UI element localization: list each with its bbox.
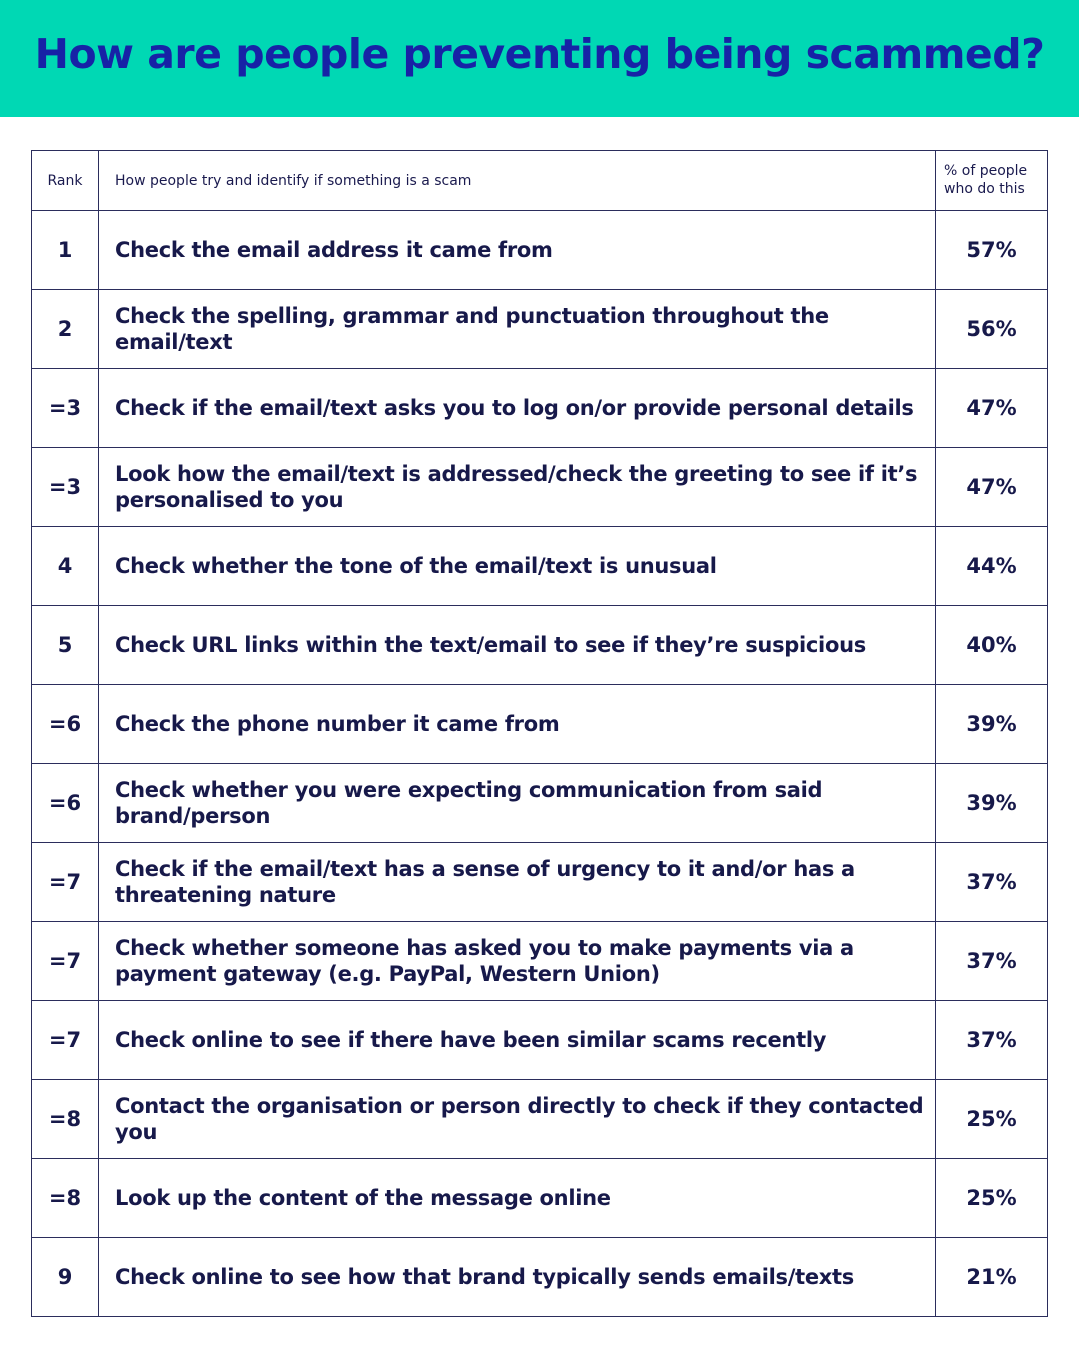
- table-row: [32, 685, 1048, 764]
- table-header-row: [32, 151, 1048, 211]
- row-rank: =6: [32, 685, 99, 764]
- row-rank: =7: [32, 843, 99, 922]
- row-rank: =8: [32, 1080, 99, 1159]
- row-method: Check the email address it came from: [99, 211, 936, 290]
- table-row: [32, 1080, 1048, 1159]
- row-rank: 2: [32, 290, 99, 369]
- row-rank: =7: [32, 922, 99, 1001]
- row-method: Check URL links within the text/email to see if they’re suspicious: [99, 606, 936, 685]
- table-row: [32, 290, 1048, 369]
- row-percent: 39%: [936, 685, 1048, 764]
- row-method: Check online to see how that brand typically sends emails/texts: [99, 1238, 936, 1317]
- table-row: [32, 606, 1048, 685]
- row-method: Check whether someone has asked you to make payments via a payment gateway (e.g. PayPal, Western Union): [99, 922, 936, 1001]
- row-method: Check whether the tone of the email/text is unusual: [99, 527, 936, 606]
- table-row: [32, 922, 1048, 1001]
- page-title: How are people preventing being scammed?: [34, 30, 1045, 78]
- row-percent: 25%: [936, 1159, 1048, 1238]
- header-percent-line1: % of people: [944, 163, 1028, 179]
- row-rank: 4: [32, 527, 99, 606]
- row-percent: 39%: [936, 764, 1048, 843]
- row-percent: 47%: [936, 448, 1048, 527]
- row-method: Check whether you were expecting communication from said brand/person: [99, 764, 936, 843]
- row-rank: 9: [32, 1238, 99, 1317]
- table-body: [32, 211, 1048, 1317]
- row-percent: 37%: [936, 843, 1048, 922]
- table-row: [32, 1238, 1048, 1317]
- row-rank: =8: [32, 1159, 99, 1238]
- header-percent: [936, 151, 1048, 211]
- row-percent: 37%: [936, 922, 1048, 1001]
- table-row: [32, 211, 1048, 290]
- header-rank: Rank: [32, 151, 99, 211]
- row-method: Contact the organisation or person directly to check if they contacted you: [99, 1080, 936, 1159]
- row-rank: 5: [32, 606, 99, 685]
- row-percent: 21%: [936, 1238, 1048, 1317]
- table-row: [32, 448, 1048, 527]
- row-percent: 47%: [936, 369, 1048, 448]
- row-method: Look how the email/text is addressed/check the greeting to see if it’s personalised to you: [99, 448, 936, 527]
- scam-prevention-table: [31, 150, 1048, 1317]
- row-method: Check online to see if there have been similar scams recently: [99, 1001, 936, 1080]
- table-row: [32, 369, 1048, 448]
- title-banner: [0, 0, 1079, 117]
- row-method: Check if the email/text asks you to log on/or provide personal details: [99, 369, 936, 448]
- table-row: [32, 843, 1048, 922]
- row-method: Check the phone number it came from: [99, 685, 936, 764]
- table-row: [32, 1001, 1048, 1080]
- row-method: Look up the content of the message online: [99, 1159, 936, 1238]
- table-row: [32, 764, 1048, 843]
- header-percent-line2: who do this: [944, 180, 1025, 197]
- row-percent: 37%: [936, 1001, 1048, 1080]
- row-rank: =3: [32, 369, 99, 448]
- row-percent: 56%: [936, 290, 1048, 369]
- row-method: Check if the email/text has a sense of urgency to it and/or has a threatening nature: [99, 843, 936, 922]
- row-rank: 1: [32, 211, 99, 290]
- row-percent: 44%: [936, 527, 1048, 606]
- row-rank: =3: [32, 448, 99, 527]
- row-percent: 40%: [936, 606, 1048, 685]
- row-rank: =6: [32, 764, 99, 843]
- row-percent: 57%: [936, 211, 1048, 290]
- row-rank: =7: [32, 1001, 99, 1080]
- table-row: [32, 527, 1048, 606]
- table-row: [32, 1159, 1048, 1238]
- row-method: Check the spelling, grammar and punctuation throughout the email/text: [99, 290, 936, 369]
- header-method: How people try and identify if something is a scam: [99, 151, 936, 211]
- row-percent: 25%: [936, 1080, 1048, 1159]
